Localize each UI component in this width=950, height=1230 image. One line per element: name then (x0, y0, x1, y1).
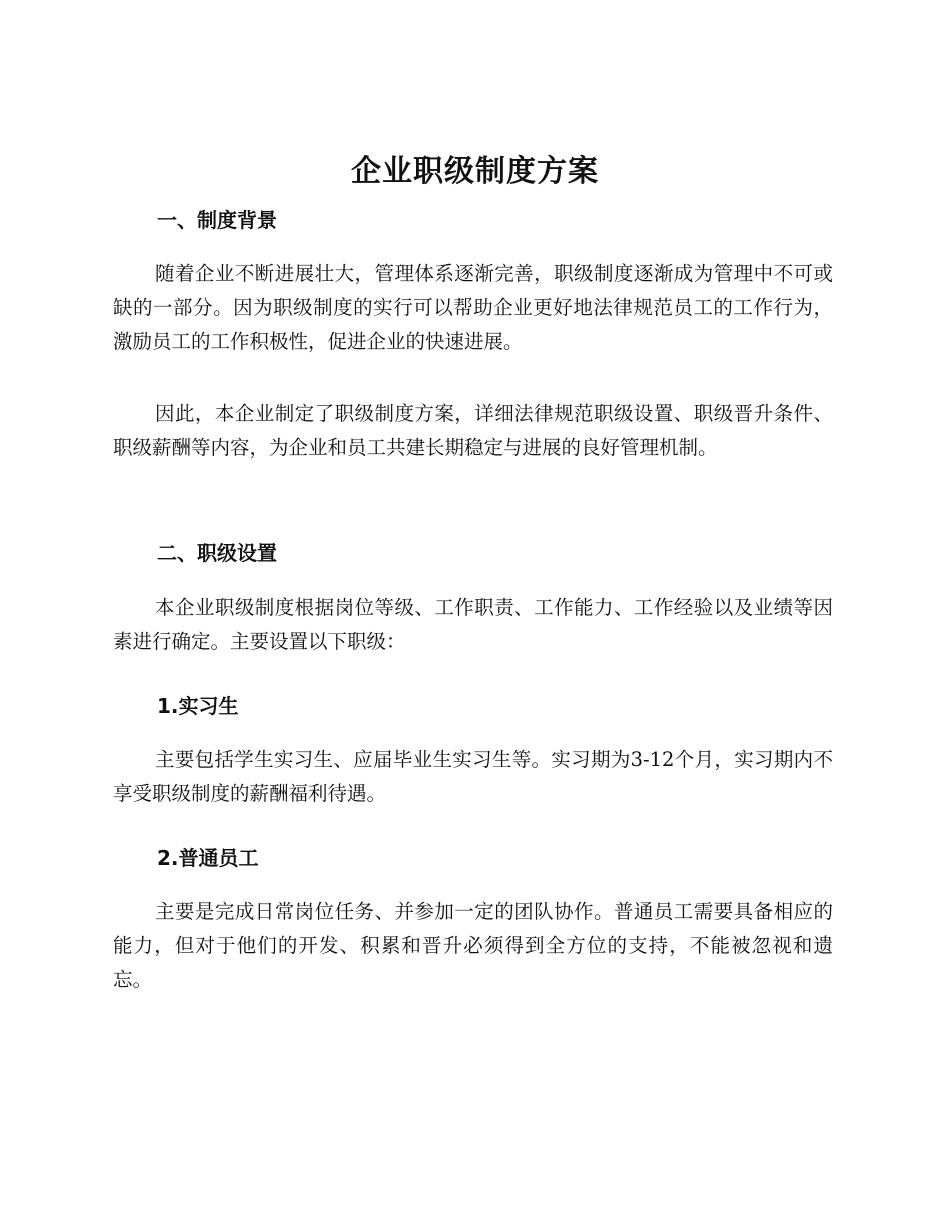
section-heading-rank-setup: 二、职级设置 (157, 541, 277, 565)
paragraph-intern: 主要包括学生实习生、应届毕业生实习生等。实习期为3-12个月，实习期内不享受职级制度的薪酬福利待遇。 (113, 748, 833, 805)
paragraph-background-2: 因此，本企业制定了职级制度方案，详细法律规范职级设置、职级晋升条件、职级薪酬等内容，为企业和员工共建长期稳定与进展的良好管理机制。 (113, 402, 833, 459)
subheading-intern: 1.实习生 (157, 694, 239, 718)
document-title: 企业职级制度方案 (351, 154, 599, 189)
subheading-regular-employee: 2.普通员工 (157, 846, 259, 870)
paragraph-regular-employee: 主要是完成日常岗位任务、并参加一定的团队协作。普通员工需要具备相应的能力，但对于他们的开发、积累和晋升必须得到全方位的支持，不能被忽视和遗忘。 (113, 900, 833, 991)
section-heading-background: 一、制度背景 (157, 208, 277, 232)
paragraph-rank-setup: 本企业职级制度根据岗位等级、工作职责、工作能力、工作经验以及业绩等因素进行确定。主要设置以下职级： (113, 596, 833, 653)
paragraph-background-1: 随着企业不断进展壮大，管理体系逐渐完善，职级制度逐渐成为管理中不可或缺的一部分。因为职级制度的实行可以帮助企业更好地法律规范员工的工作行为，激励员工的工作积极性，促进企业的快速进展。 (113, 262, 833, 353)
